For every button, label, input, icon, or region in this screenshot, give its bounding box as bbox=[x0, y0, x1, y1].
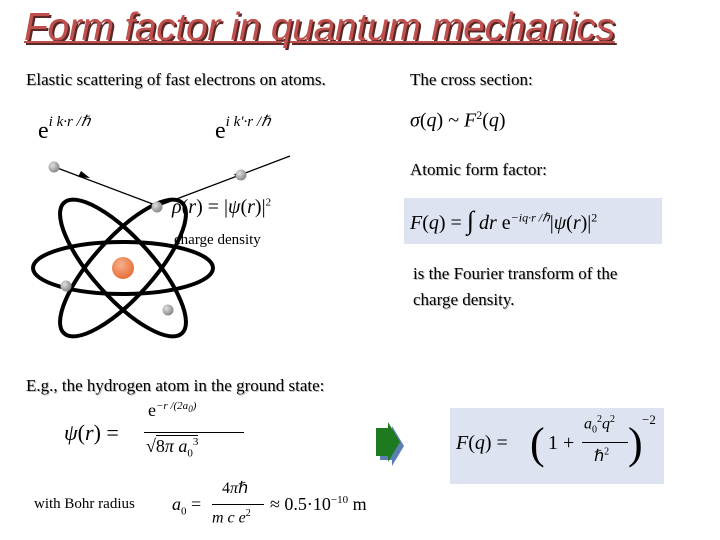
charge-density-formula: $\rho(r) = |\psi(r)|^2$ bbox=[172, 196, 272, 218]
orbit-electron bbox=[152, 202, 163, 213]
incoming-wave-formula: $e^{i k\cdot r /\hbar}$ bbox=[38, 114, 91, 144]
right-arrow-icon bbox=[374, 424, 410, 472]
charge-density-label: charge density bbox=[174, 232, 261, 248]
outgoing-wave-formula: $e^{i k'\cdot r /\hbar}$ bbox=[215, 114, 271, 144]
atomic-form-factor-label: Atomic form factor: bbox=[410, 160, 547, 179]
orbit-electron bbox=[163, 305, 174, 316]
atom-diagram bbox=[20, 114, 330, 380]
bohr-radius-formula: $a_0$ = 4πℏ m c $e^2$ ≈ $0.5\cdot 10^{-10}$ m bbox=[172, 480, 367, 527]
fourier-text-line1: is the Fourier transform of the bbox=[413, 264, 618, 283]
bohr-radius-label: with Bohr radius bbox=[34, 496, 135, 512]
form-factor-formula: F(q) = ∫ dr $e^{-iq\cdot r /\hbar}|\psi(r)|^2$ bbox=[410, 206, 598, 235]
cross-section-label: The cross section: bbox=[410, 70, 533, 89]
cross-section-formula: σ(q) ~ $F^2(q)$ bbox=[410, 108, 506, 132]
fourier-text-line2: charge density. bbox=[413, 290, 515, 309]
example-text: E.g., the hydrogen atom in the ground state: bbox=[26, 376, 325, 395]
nucleus bbox=[112, 257, 134, 279]
incoming-electron bbox=[49, 162, 60, 173]
hydrogen-form-factor-formula: F(q) = ( 1 + $a_0^2q^2$ ℏ$^2$ ) −2 bbox=[456, 412, 656, 468]
slide-title: Form factor in quantum mechanics bbox=[24, 6, 615, 49]
intro-text: Elastic scattering of fast electrons on atoms. bbox=[26, 70, 326, 89]
scattered-electron bbox=[236, 170, 247, 181]
orbit-electron bbox=[61, 281, 72, 292]
